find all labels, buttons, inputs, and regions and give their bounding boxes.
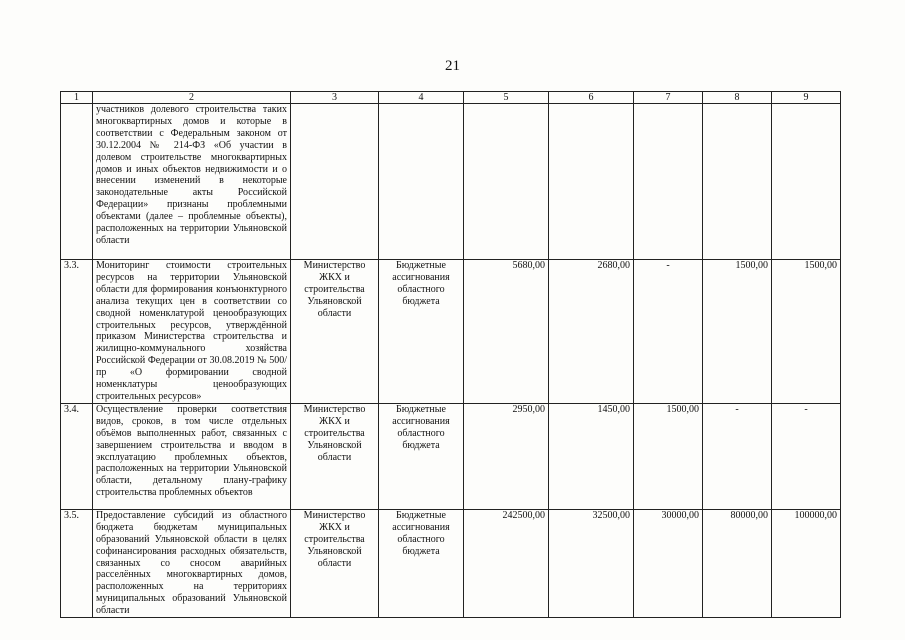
row-value-col9 — [772, 104, 841, 260]
row-value-col5: 5680,00 — [464, 260, 549, 404]
page-number: 21 — [445, 58, 460, 74]
row-value-col7: 30000,00 — [634, 509, 703, 617]
row-description: участников долевого строительства таких многоквартирных домов и которые в соответствии с Федеральным законом от 30.12.2004 № 214-ФЗ «Об участии в долевом строительстве многоквартирных домов и иных объектов недвижимости и о внесении изменений в некоторые законодательные акты Российской Федерации» признаны проблемными объектами (далее – проблемные объекты), расположенных на территории Ульяновской области — [93, 104, 291, 260]
row-funding-source: Бюджетные ассигнования областного бюджета — [379, 260, 464, 404]
column-header: 7 — [634, 92, 703, 104]
row-value-col8: 80000,00 — [703, 509, 772, 617]
row-executor: Министерство ЖКХ и строительства Ульяновской области — [291, 260, 379, 404]
row-value-col8: - — [703, 403, 772, 509]
row-funding-source — [379, 104, 464, 260]
row-description: Осуществление проверки соответствия видов, сроков, в том числе отдельных объёмов выполненных работ, связанных с завершением строительства и вводом в эксплуатацию проблемных объектов, расположенных на территории Ульяновской области, детальному плану-графику строительства проблемных объектов — [93, 403, 291, 509]
column-header: 1 — [61, 92, 93, 104]
row-value-col7: - — [634, 260, 703, 404]
row-value-col9: 1500,00 — [772, 260, 841, 404]
row-value-col6: 32500,00 — [549, 509, 634, 617]
column-header: 2 — [93, 92, 291, 104]
column-header: 8 — [703, 92, 772, 104]
header-row — [61, 92, 841, 104]
row-value-col6 — [549, 104, 634, 260]
row-value-col9: - — [772, 403, 841, 509]
column-header: 6 — [549, 92, 634, 104]
row-description: Предоставление субсидий из областного бюджета бюджетам муниципальных образований Ульяновской области в целях софинансирования расходных обязательств, связанных со сносом аварийных расселённых многоквартирных домов, расположенных на территориях муниципальных образований Ульяновской области — [93, 509, 291, 617]
table-row — [61, 104, 841, 260]
row-executor — [291, 104, 379, 260]
row-value-col6: 2680,00 — [549, 260, 634, 404]
row-executor: Министерство ЖКХ и строительства Ульяновской области — [291, 403, 379, 509]
row-value-col5: 242500,00 — [464, 509, 549, 617]
column-header: 9 — [772, 92, 841, 104]
row-number — [61, 104, 93, 260]
column-header: 5 — [464, 92, 549, 104]
row-value-col8: 1500,00 — [703, 260, 772, 404]
row-funding-source: Бюджетные ассигнования областного бюджета — [379, 403, 464, 509]
row-value-col6: 1450,00 — [549, 403, 634, 509]
row-executor: Министерство ЖКХ и строительства Ульяновской области — [291, 509, 379, 617]
row-value-col8 — [703, 104, 772, 260]
row-number: 3.4. — [61, 403, 93, 509]
row-value-col7: 1500,00 — [634, 403, 703, 509]
row-number: 3.5. — [61, 509, 93, 617]
table-row — [61, 509, 841, 617]
row-value-col5: 2950,00 — [464, 403, 549, 509]
column-header: 4 — [379, 92, 464, 104]
column-header: 3 — [291, 92, 379, 104]
row-number: 3.3. — [61, 260, 93, 404]
table-row — [61, 403, 841, 509]
table-row — [61, 260, 841, 404]
program-table — [60, 91, 841, 618]
row-description: Мониторинг стоимости строительных ресурсов на территории Ульяновской области для формирования конъюнктурного анализа текущих цен в соответствии со сводной номенклатурой ценообразующих строительных ресурсов, утверждённой приказом Министерства строительства и жилищно-коммунального хозяйства Российской Федерации от 30.08.2019 № 500/пр «О формировании сводной номенклатуры ценообразующих строительных ресурсов» — [93, 260, 291, 404]
row-value-col9: 100000,00 — [772, 509, 841, 617]
row-funding-source: Бюджетные ассигнования областного бюджета — [379, 509, 464, 617]
row-value-col5 — [464, 104, 549, 260]
row-value-col7 — [634, 104, 703, 260]
